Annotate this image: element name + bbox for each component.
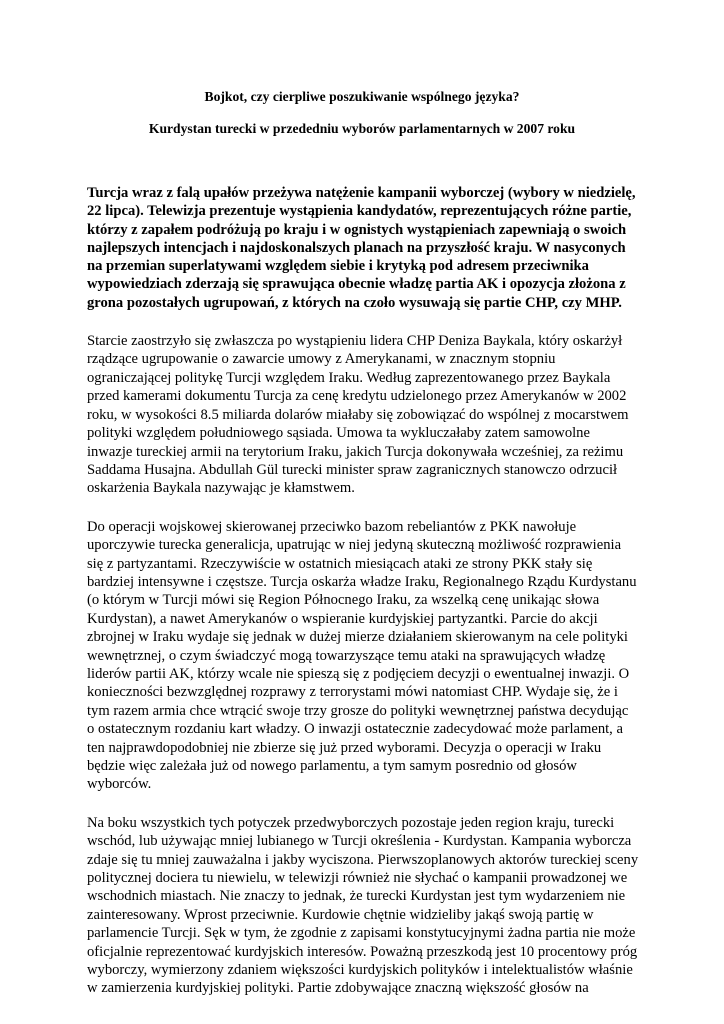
text-line: ten najprawdopodobniej nie zbierze się już przed wyborami. Decyzja o operacji w Iraku [87,739,602,756]
text-line: Do operacji wojskowej skierowanej przeciwko bazom rebeliantów z PKK nawołuje [87,518,577,535]
text-line: o ostatecznym rozdaniu kart władzy. O inwazji ostatecznie zadecydować może parlament, a [87,721,623,738]
text-line: zbrojnej w Iraku wydaje się jednak w dużej mierze działaniem skierowanym na cele polityki [87,629,628,646]
body-paragraph-1 [87,332,639,498]
text-line: oskarżenia Baykala nazywając je kłamstwem. [87,480,355,497]
text-line: Starcie zaostrzyło się zwłaszcza po wystąpieniu lidera CHP Deniza Baykala, który oskarżył [87,333,623,350]
lead-paragraph [87,184,639,312]
text-line: w zamierzenia kurdyjskiej polityki. Partie zdobywające znaczną większość głosów na [87,980,589,997]
text-line: inwazje tureckiej armii na terytorium Iraku, jakich Turcja dokonywała wcześniej, za reżimu [87,443,624,460]
text-line: którzy z zapałem podróżują po kraju i w ognistych wystąpieniach zapewniają o swoich [87,221,627,238]
document-subtitle: Kurdystan turecki w przededniu wyborów parlamentarnych w 2007 roku [148,121,576,136]
text-line: wschodnich miastach. Nie znaczy to jednak, że turecki Kurdystan jest tym wydarzeniem nie [87,888,626,905]
body-paragraph-3 [87,814,639,998]
body-paragraph-2 [87,518,639,794]
document-body [87,184,639,1018]
text-line: zainteresowany. Wprost przeciwnie. Kurdowie chętnie widzieliby jakąś swoją partię w [87,906,594,923]
text-line: Kurdystan), a nawet Amerykanów o wspieranie kurdyjskiej partyzantki. Parcie do akcji [87,610,598,627]
text-line: konieczności bezwzględnej rozprawy z terrorystami mówi natomiast CHP. Wydaje się, że i [87,684,618,701]
text-line: na przemian superlatywami względem siebie i krytyką pod adresem przeciwnika [87,258,589,275]
text-line: politycznej dociera tu niewielu, w telewizji również nie słychać o kampanii prowadzonej we [87,870,628,887]
text-line: rządzące ugrupowanie o zawarcie umowy z Amerykanami, w znacznym stopniu [87,351,556,368]
text-line: najlepszych intencjach i najdoskonalszych planach na przyszłość kraju. W nasyconych [87,239,626,256]
text-line: oficjalnie reprezentować kurdyjskich interesów. Poważną przeszkodą jest 10 procentowy próg [87,943,638,960]
text-line: będzie więc zależała już od nowego parlamentu, a tym samym posrednio od głosów [87,758,577,775]
text-line: wyborców. [87,776,152,793]
text-line: wewnętrznej, o czym świadczyć mogą towarzyszące temu ataki na sprawujących władzę [87,647,606,664]
text-line: wyborczy, wymierzony zdaniem większości kurdyjskich polityków i intelektualistów właśnie [87,962,633,979]
text-line: Saddama Husajna. Abdullah Gül turecki minister spraw zagranicznych stanowczo odrzucił [87,461,618,478]
text-line: wschód, lub używając mniej lubianego w Turcji określenia - Kurdystan. Kampania wyborcza [87,833,632,850]
text-line: Na boku wszystkich tych potyczek przedwyborczych pozostaje jeden region kraju, turecki [87,814,615,831]
text-line: liderów partii AK, którzy wcale nie spieszą się z podjęciem decyzji o ewentualnej inwazji. O [87,665,630,682]
text-line: tym razem armia chce wtrącić swoje trzy grosze do polityki wewnętrznej państwa decydując [87,702,629,719]
document-title: Bojkot, czy cierpliwe poszukiwanie wspólnego języka? [204,89,520,104]
text-line: ograniczającej politykę Turcji względem Iraku. Według zaprezentowanego przez Baykala [87,369,611,386]
text-line: 22 lipca). Telewizja prezentuje wystąpienia kandydatów, reprezentujących różne partie, [87,203,632,220]
text-line: parlamencie Turcji. Sęk w tym, że zgodnie z zapisami konstytucyjnymi żadna partia nie może [87,925,636,942]
text-line: wypowiedziach zderzają się sprawująca obecnie władzę partia AK i opozycja złożona z [87,276,626,293]
text-line: przed kamerami dokumentu Turcja za cenę kredytu udzielonego przez Amerykanów w 2002 [87,388,627,405]
text-line: polityki względem południowego sąsiada. Umowa ta wykluczałaby zatem samowolne [87,425,590,442]
text-line: roku, w wysokości 8.5 miliarda dolarów miałaby się zobowiązać do wspólnej z mocarstwem [87,406,629,423]
text-line: Turcja wraz z falą upałów przeżywa natężenie kampanii wyborczej (wybory w niedzielę, [87,185,636,201]
text-line: zdaje się tu mniej zauważalna i jakby wyciszona. Pierwszoplanowych aktorów tureckiej sceny [87,851,639,868]
text-line: (o którym w Turcji mówi się Region Północnego Iraku, za wszelką cenę unikając słowa [87,592,600,609]
text-line: bardziej intensywne i częstsze. Turcja oskarża władze Iraku, Regionalnego Rządu Kurdystanu [87,573,637,590]
text-line: uporczywie turecka generalicja, upatrując w niej jedyną skuteczną możliwość rozprawienia [87,537,622,554]
text-line: grona pozostałych ugrupowań, z których na czoło wysuwają się partie CHP, czy MHP. [87,294,622,311]
text-line: się z partyzantami. Rzeczywiście w ostatnich miesiącach ataki ze strony PKK stały się [87,555,593,572]
